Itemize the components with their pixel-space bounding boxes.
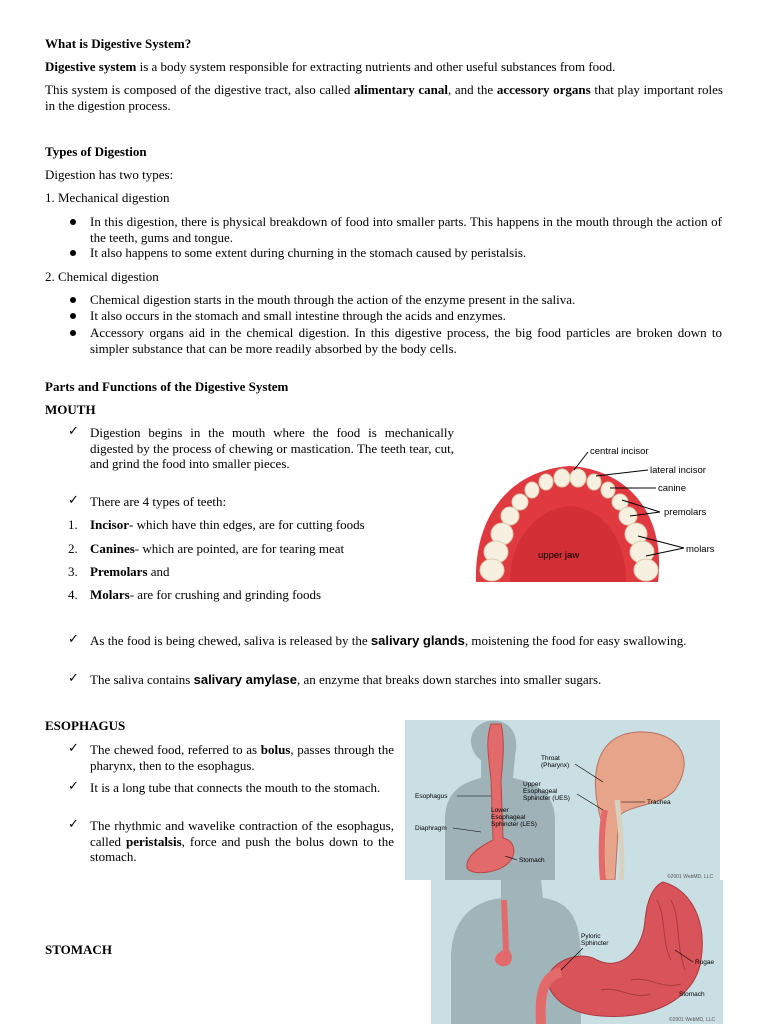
teeth-name: Molars (90, 587, 130, 602)
esophagus-tube (602, 810, 605, 880)
upper-jaw-teeth-figure (470, 436, 720, 584)
label-lateral-incisor: lateral incisor (650, 465, 706, 476)
label-les-2: Esophageal (491, 814, 526, 821)
tooth (554, 469, 570, 487)
mechanical-bullet-2: It also happens to some extent during churning in the stomach caused by peristalsis. (90, 245, 527, 260)
tooth (634, 559, 658, 581)
checkmark-icon: ✓ (68, 741, 79, 756)
checkmark-icon: ✓ (68, 493, 79, 508)
teeth-item-canines (90, 541, 344, 557)
figure-credit: ©2001 WebMD, LLC (669, 1017, 716, 1023)
esophagus-check-2: It is a long tube that connects the mouth to the stomach. (90, 780, 381, 795)
esophagus-check-3 (90, 818, 394, 865)
heading-mouth: MOUTH (45, 402, 96, 417)
tooth (539, 474, 553, 490)
tooth (501, 507, 519, 525)
eso-check1-a: The chewed food, referred to as (90, 742, 261, 757)
mouth-check3-a: As the food is being chewed, saliva is released by the (90, 633, 371, 648)
teeth-name: Incisor (90, 517, 129, 532)
term-bolus: bolus (260, 742, 291, 757)
label-ues-2: Esophageal (523, 788, 558, 795)
tooth (480, 559, 504, 581)
esophagus-anatomy-figure (405, 720, 720, 880)
label-les-1: Lower (491, 807, 509, 814)
chemical-bullet-2: It also occurs in the stomach and small intestine through the acids and enzymes. (90, 308, 506, 323)
section-heading-intro: What is Digestive System? (45, 36, 192, 51)
intro-paragraph-2 (45, 82, 723, 113)
chemical-title: 2. Chemical digestion (45, 269, 159, 284)
mouth-check-1: Digestion begins in the mouth where the food is mechanically digested by the process of chewing or mastication. The teeth tear, cut, and grind the food into smaller pieces. (90, 425, 454, 471)
label-rugae: Rugae (695, 959, 715, 966)
intro-paragraph-1 (45, 59, 705, 75)
mouth-check4-a: The saliva contains (90, 672, 194, 687)
list-number: 2. (68, 541, 78, 556)
teeth-item-incisor (90, 517, 365, 533)
tooth (525, 482, 539, 498)
label-trachea: Trachea (647, 799, 671, 806)
eso-check3-b: , force and push the bolus down to the stomach. (90, 833, 394, 864)
term-digestive-system: Digestive system (45, 59, 137, 74)
tooth (570, 469, 586, 487)
bullet-dot (70, 313, 76, 319)
label-canine: canine (658, 483, 686, 494)
label-pyloric-1: Pyloric (581, 933, 601, 940)
tooth (619, 507, 637, 525)
mouth-check-3 (90, 633, 722, 649)
mouth-check4-b: , an enzyme that breaks down starches into smaller sugars. (296, 672, 602, 687)
stomach-anatomy-figure (431, 880, 723, 1024)
leader-line (596, 470, 648, 476)
label-diaphragm: Diaphragm (415, 825, 447, 832)
chemical-bullet-1: Chemical digestion starts in the mouth through the action of the enzyme present in the saliva. (90, 292, 576, 307)
mechanical-bullet-1: In this digestion, there is physical breakdown of food into smaller parts. This happens in the mouth through the action of the teeth, gums and tongue. (90, 214, 722, 245)
label-pyloric-2: Sphincter (581, 940, 609, 947)
teeth-desc: and (147, 564, 170, 579)
tooth (601, 482, 615, 498)
heading-stomach: STOMACH (45, 942, 112, 957)
checkmark-icon: ✓ (68, 817, 79, 832)
mouth-check3-b: , moistening the food for easy swallowing. (464, 633, 687, 648)
label-les-3: Sphincter (LES) (491, 821, 537, 828)
label-stomach: Stomach (519, 857, 545, 864)
list-number: 4. (68, 587, 78, 602)
intro-p1-text: is a body system responsible for extracting nutrients and other useful substances from food. (136, 59, 616, 74)
heading-esophagus: ESOPHAGUS (45, 718, 126, 733)
bullet-dot (70, 219, 76, 225)
tooth (587, 474, 601, 490)
mouth-check-2: There are 4 types of teeth: (90, 494, 227, 509)
bullet-dot (70, 250, 76, 256)
esophagus-check-1 (90, 742, 394, 773)
eso-check1-b: , passes through the pharynx, then to the esophagus. (90, 742, 394, 773)
label-stomach: Stomach (679, 991, 705, 998)
teeth-desc: - which are pointed, are for tearing meat (134, 541, 345, 556)
list-number: 3. (68, 564, 78, 579)
term-salivary-glands: salivary glands (370, 633, 465, 648)
bullet-dot (70, 297, 76, 303)
label-premolars: premolars (664, 507, 707, 518)
label-ues-3: Sphincter (UES) (523, 795, 570, 802)
checkmark-icon: ✓ (68, 671, 79, 686)
label-ues-1: Upper (523, 781, 541, 788)
term-accessory-organs: accessory organs (496, 82, 591, 97)
term-alimentary-canal: alimentary canal (354, 82, 448, 97)
label-central-incisor: central incisor (590, 446, 649, 457)
intro-p2-b: , and the (447, 82, 497, 97)
label-upper-jaw: upper jaw (538, 550, 580, 561)
section-heading-types: Types of Digestion (45, 144, 147, 159)
list-number: 1. (68, 517, 78, 532)
checkmark-icon: ✓ (68, 424, 79, 439)
intro-p2-c: that play important roles in the digestion process. (45, 82, 723, 113)
mouth-check-4 (90, 672, 722, 688)
checkmark-icon: ✓ (68, 632, 79, 647)
intro-p2-a: This system is composed of the digestive tract, also called (45, 82, 355, 97)
figure-credit: ©2001 WebMD, LLC (667, 874, 714, 880)
eso-check3-a: The rhythmic and wavelike contraction of the esophagus, called (90, 818, 394, 849)
label-molars: molars (686, 544, 715, 555)
types-lead: Digestion has two types: (45, 167, 174, 182)
term-salivary-amylase: salivary amylase (193, 672, 297, 687)
teeth-item-premolars (90, 564, 170, 580)
mechanical-title: 1. Mechanical digestion (45, 190, 170, 205)
label-pharynx: (Pharynx) (541, 762, 570, 769)
term-peristalsis: peristalsis (126, 833, 182, 849)
teeth-name: Premolars (90, 564, 148, 579)
bullet-dot (70, 330, 76, 336)
checkmark-icon: ✓ (68, 779, 79, 794)
label-throat: Throat (541, 755, 560, 762)
teeth-desc: - which have thin edges, are for cutting foods (129, 517, 365, 532)
section-heading-parts: Parts and Functions of the Digestive System (45, 379, 289, 394)
teeth-desc: - are for crushing and grinding foods (129, 587, 322, 602)
chemical-bullet-3: Accessory organs aid in the chemical digestion. In this digestive process, the big food particles are broken down to simpler substance that can be more readily absorbed by the body cells. (90, 325, 722, 356)
teeth-item-molars (90, 587, 321, 603)
teeth-name: Canines (90, 541, 135, 556)
label-esophagus: Esophagus (415, 793, 448, 800)
